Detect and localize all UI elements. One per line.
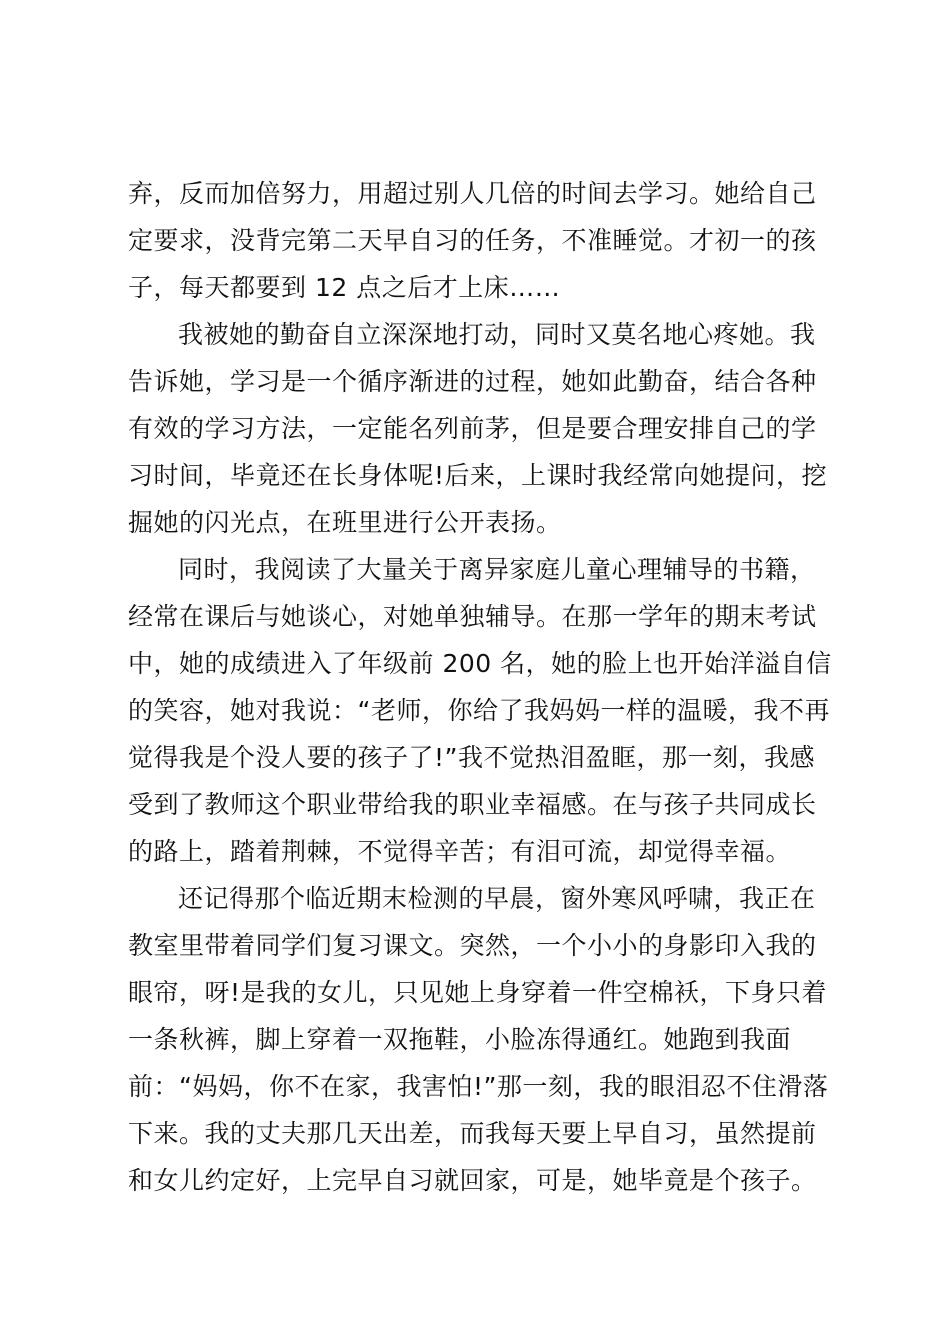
text-line: 眼帘，呀!是我的女儿，只见她上身穿着一件空棉袄，下身只着 xyxy=(128,978,828,1007)
text-line: 弃，反而加倍努力，用超过别人几倍的时间去学习。她给自己 xyxy=(128,179,817,208)
text-line: 经常在课后与她谈心，对她单独辅导。在那一学年的期末考试 xyxy=(128,602,817,631)
text-line: 定要求，没背完第二天早自习的任务，不准睡觉。才初一的孩 xyxy=(128,226,817,255)
text-line: 下来。我的丈夫那几天出差，而我每天要上早自习，虽然提前 xyxy=(128,1119,817,1148)
text-line: 的笑容，她对我说：“老师，你给了我妈妈一样的温暖，我不再 xyxy=(128,696,830,725)
paragraph-first-line: 我被她的勤奋自立深深地打动，同时又莫名地心疼她。我 xyxy=(178,320,816,349)
text-line: 子，每天都要到 12 点之后才上床…… xyxy=(128,273,561,302)
text-line: 前：“妈妈，你不在家，我害怕!”那一刻，我的眼泪忍不住滑落 xyxy=(128,1072,829,1101)
paragraph-first-line: 同时，我阅读了大量关于离异家庭儿童心理辅导的书籍， xyxy=(178,555,816,584)
text-line: 一条秋裤，脚上穿着一双拖鞋，小脸冻得通红。她跑到我面 xyxy=(128,1025,792,1054)
body-text xyxy=(128,170,848,1204)
text-line: 觉得我是个没人要的孩子了!”我不觉热泪盈眶，那一刻，我感 xyxy=(128,743,815,772)
text-line: 的路上，踏着荆棘，不觉得辛苦；有泪可流，却觉得幸福。 xyxy=(128,837,792,866)
text-line: 和女儿约定好，上完早自习就回家，可是，她毕竟是个孩子。 xyxy=(128,1166,817,1195)
text-line: 有效的学习方法，一定能名列前茅，但是要合理安排自己的学 xyxy=(128,414,817,443)
text-line: 受到了教师这个职业带给我的职业幸福感。在与孩子共同成长 xyxy=(128,790,817,819)
text-line: 告诉她，学习是一个循序渐进的过程，她如此勤奋，结合各种 xyxy=(128,367,817,396)
paragraph-first-line: 还记得那个临近期末检测的早晨，窗外寒风呼啸，我正在 xyxy=(178,884,816,913)
text-line: 中，她的成绩进入了年级前 200 名，她的脸上也开始洋溢自信 xyxy=(128,649,832,678)
text-line: 掘她的闪光点，在班里进行公开表扬。 xyxy=(128,508,562,537)
text-line: 教室里带着同学们复习课文。突然，一个小小的身影印入我的 xyxy=(128,931,817,960)
text-line: 习时间，毕竟还在长身体呢!后来，上课时我经常向她提问，挖 xyxy=(128,461,828,490)
